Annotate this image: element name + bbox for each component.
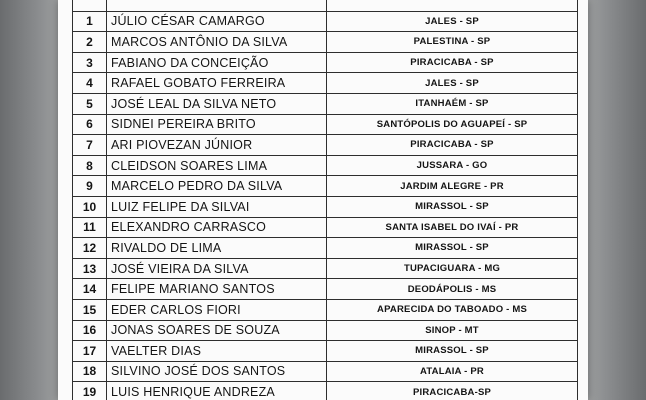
table-row — [73, 238, 578, 259]
table-row — [73, 32, 578, 53]
table-row — [73, 299, 578, 320]
table-row — [73, 258, 578, 279]
row-number: 19 — [73, 382, 107, 400]
city-state: PIRACICABA - SP — [327, 52, 578, 73]
row-number: 7 — [73, 135, 107, 156]
city-state: MIRASSOL - SP — [327, 196, 578, 217]
player-name: LUIS HENRIQUE ANDREZA — [107, 382, 327, 400]
city-state: MIRASSOL - SP — [327, 341, 578, 362]
table-row — [73, 155, 578, 176]
player-name: CLEIDSON SOARES LIMA — [107, 155, 327, 176]
row-number: 4 — [73, 73, 107, 94]
city-state: TUPACIGUARA - MG — [327, 258, 578, 279]
cell-num-empty — [73, 0, 107, 11]
player-name: JONAS SOARES DE SOUZA — [107, 320, 327, 341]
player-name: EDER CARLOS FIORI — [107, 299, 327, 320]
table-row — [73, 114, 578, 135]
row-number: 6 — [73, 114, 107, 135]
table-row — [73, 11, 578, 32]
table-row — [73, 382, 578, 400]
table-row — [73, 176, 578, 197]
city-state: APARECIDA DO TABOADO - MS — [327, 299, 578, 320]
table-row — [73, 279, 578, 300]
row-number: 1 — [73, 11, 107, 32]
row-number: 17 — [73, 341, 107, 362]
player-name: LUIZ FELIPE DA SILVAI — [107, 196, 327, 217]
row-number: 3 — [73, 52, 107, 73]
city-state: MIRASSOL - SP — [327, 238, 578, 259]
row-number: 10 — [73, 196, 107, 217]
city-state: PIRACICABA-SP — [327, 382, 578, 400]
cell-city-empty — [327, 0, 578, 11]
table-row — [73, 217, 578, 238]
player-name: JOSÉ LEAL DA SILVA NETO — [107, 93, 327, 114]
player-name: ELEXANDRO CARRASCO — [107, 217, 327, 238]
city-state: JARDIM ALEGRE - PR — [327, 176, 578, 197]
roster-table — [72, 0, 578, 400]
table-row — [73, 196, 578, 217]
row-number: 9 — [73, 176, 107, 197]
city-state: JUSSARA - GO — [327, 155, 578, 176]
city-state: SANTÓPOLIS DO AGUAPEÍ - SP — [327, 114, 578, 135]
player-name: RIVALDO DE LIMA — [107, 238, 327, 259]
row-number: 16 — [73, 320, 107, 341]
player-name: FELIPE MARIANO SANTOS — [107, 279, 327, 300]
player-name: FABIANO DA CONCEIÇÃO — [107, 52, 327, 73]
player-name: SILVINO JOSÉ DOS SANTOS — [107, 361, 327, 382]
city-state: ATALAIA - PR — [327, 361, 578, 382]
city-state: SANTA ISABEL DO IVAÍ - PR — [327, 217, 578, 238]
row-number: 8 — [73, 155, 107, 176]
row-number: 13 — [73, 258, 107, 279]
player-name: JOSÉ VIEIRA DA SILVA — [107, 258, 327, 279]
city-state: DEODÁPOLIS - MS — [327, 279, 578, 300]
row-number: 18 — [73, 361, 107, 382]
player-name: MARCOS ANTÔNIO DA SILVA — [107, 32, 327, 53]
city-state: JALES - SP — [327, 73, 578, 94]
player-name: VAELTER DIAS — [107, 341, 327, 362]
table-row — [73, 341, 578, 362]
cell-name-empty — [107, 0, 327, 11]
table-row — [73, 135, 578, 156]
city-state: JALES - SP — [327, 11, 578, 32]
player-name: SIDNEI PEREIRA BRITO — [107, 114, 327, 135]
row-number: 12 — [73, 238, 107, 259]
city-state: PIRACICABA - SP — [327, 135, 578, 156]
table-row — [73, 320, 578, 341]
row-number: 2 — [73, 32, 107, 53]
row-number: 11 — [73, 217, 107, 238]
player-name: ARI PIOVEZAN JÚNIOR — [107, 135, 327, 156]
row-number: 15 — [73, 299, 107, 320]
city-state: PALESTINA - SP — [327, 32, 578, 53]
table-row — [73, 52, 578, 73]
city-state: SINOP - MT — [327, 320, 578, 341]
player-name: MARCELO PEDRO DA SILVA — [107, 176, 327, 197]
player-name: JÚLIO CÉSAR CAMARGO — [107, 11, 327, 32]
table-row — [73, 73, 578, 94]
roster-table-body — [73, 0, 578, 400]
document-sheet — [58, 0, 588, 400]
row-number: 14 — [73, 279, 107, 300]
table-row — [73, 93, 578, 114]
city-state: ITANHAÉM - SP — [327, 93, 578, 114]
table-row-partial-top — [73, 0, 578, 11]
table-row — [73, 361, 578, 382]
row-number: 5 — [73, 93, 107, 114]
player-name: RAFAEL GOBATO FERREIRA — [107, 73, 327, 94]
